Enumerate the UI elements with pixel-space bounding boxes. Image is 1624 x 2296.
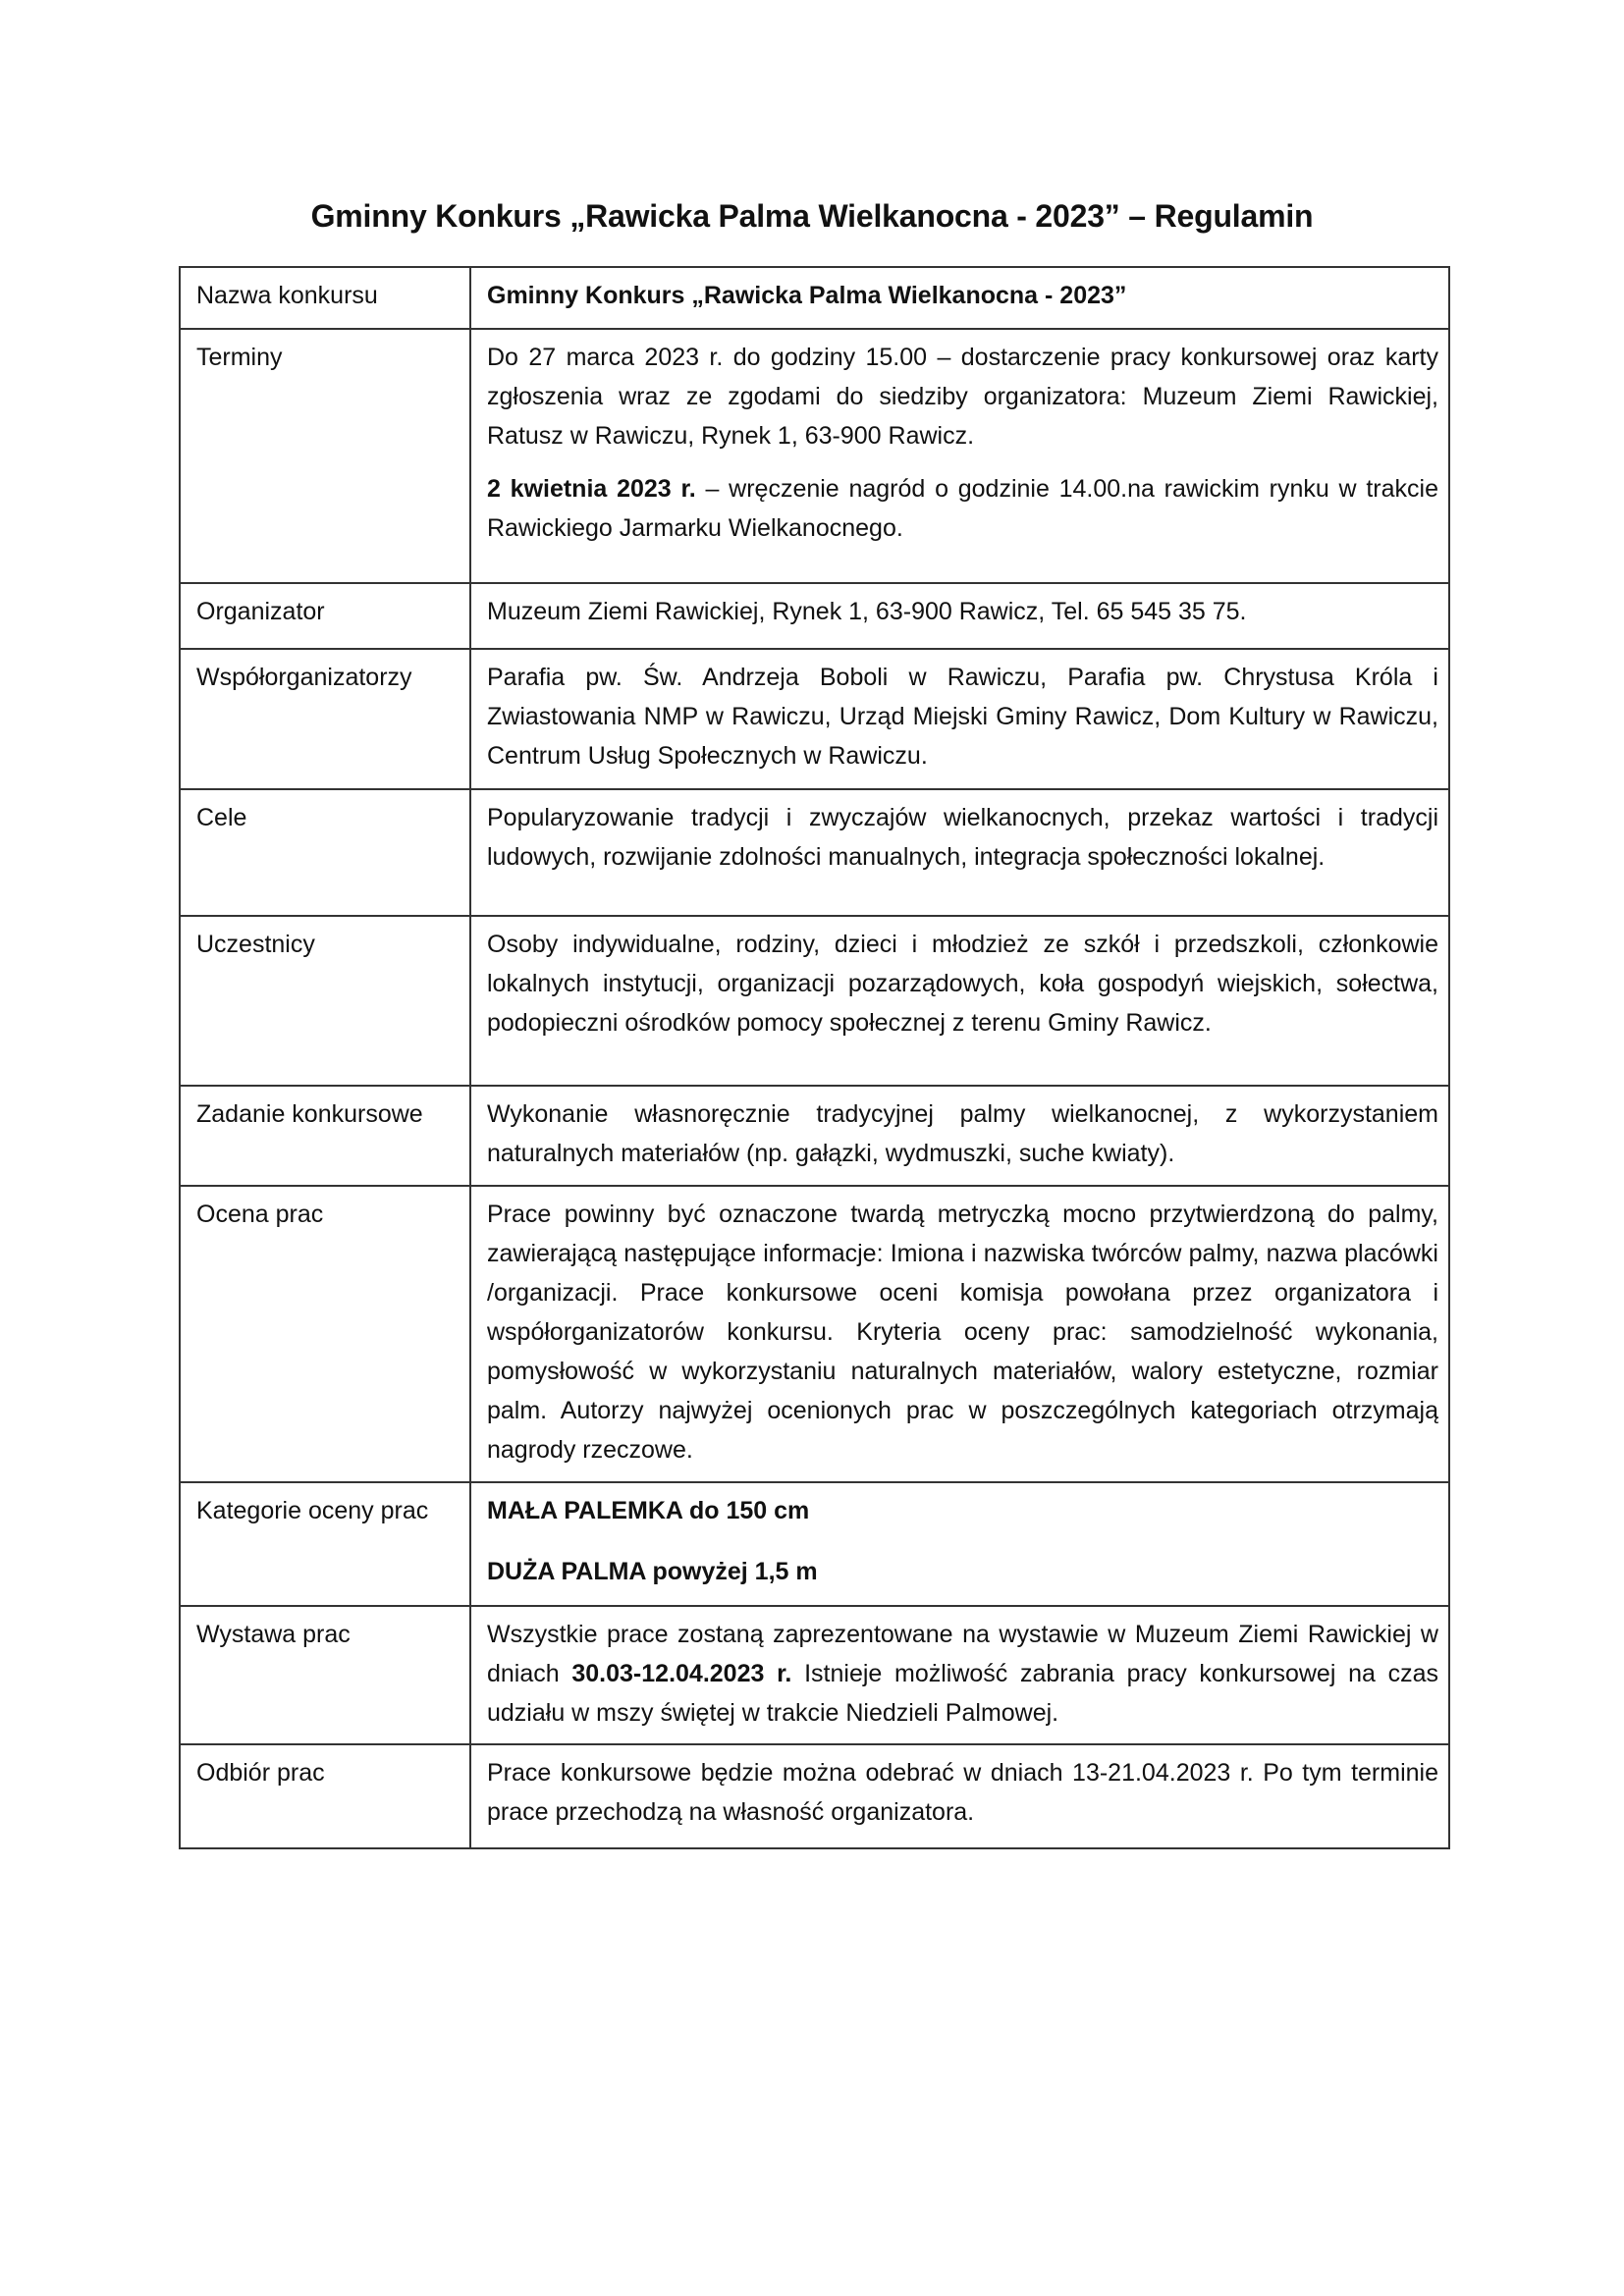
row-content	[470, 1186, 1449, 1482]
paragraph	[487, 1195, 1438, 1469]
table-row-organizator	[180, 583, 1449, 649]
table-row-cele	[180, 789, 1449, 916]
bold-text: 2 kwietnia 2023 r.	[487, 475, 696, 503]
table-row-uczestnicy	[180, 916, 1449, 1086]
row-label: Organizator	[180, 583, 470, 649]
paragraph	[487, 1095, 1438, 1173]
text: Wszystkie prace zostaną zaprezentowane na wystawie w Muzeum Ziemi Rawickiej w dniach	[487, 1621, 1438, 1687]
bold-text: Gminny Konkurs „Rawicka Palma Wielkanocna - 2023”	[487, 282, 1127, 309]
text: Prace powinny być oznaczone twardą metryczką mocno przytwierdzoną do palmy, zawierającą następujące informacje: Imiona i nazwiska twórców palmy, nazwa placówki /organizacji. Prace konkursowe oceni komisja powołana przez organizatora i współorganizatorów konkursu. Kryteria oceny prac: samodzielność wykonania, pomysłowość w wykorzystaniu naturalnych materiałów, walory estetyczne, rozmiar palm. Autorzy najwyżej ocenionych prac w poszczególnych kategoriach otrzymają nagrody rzeczowe.	[487, 1201, 1438, 1464]
paragraph	[487, 925, 1438, 1042]
paragraph	[487, 798, 1438, 877]
row-content	[470, 1606, 1449, 1744]
text: Osoby indywidualne, rodziny, dzieci i młodzież ze szkół i przedszkoli, członkowie lokalnych instytucji, organizacji pozarządowych, koła gospodyń wiejskich, sołectwa, podopieczni ośrodków pomocy społecznej z terenu Gminy Rawicz.	[487, 931, 1438, 1037]
row-label: Uczestnicy	[180, 916, 470, 1086]
row-content	[470, 583, 1449, 649]
bold-text: 30.03-12.04.2023 r.	[571, 1660, 792, 1687]
table-row-zadanie-konkursowe	[180, 1086, 1449, 1186]
row-content	[470, 329, 1449, 583]
row-label: Terminy	[180, 329, 470, 583]
bold-text: DUŻA PALMA powyżej 1,5 m	[487, 1558, 818, 1585]
text: Wykonanie własnoręcznie tradycyjnej palmy wielkanocnej, z wykorzystaniem naturalnych materiałów (np. gałązki, wydmuszki, suche kwiaty).	[487, 1100, 1438, 1167]
row-label: Współorganizatorzy	[180, 649, 470, 789]
text: Muzeum Ziemi Rawickiej, Rynek 1, 63-900 Rawicz, Tel. 65 545 35 75.	[487, 598, 1247, 625]
row-content	[470, 267, 1449, 329]
text: Do 27 marca 2023 r. do godziny 15.00 – dostarczenie pracy konkursowej oraz karty zgłoszenia wraz ze zgodami do siedziby organizatora: Muzeum Ziemi Rawickiej, Ratusz w Rawiczu, Rynek 1, 63-900 Rawicz.	[487, 344, 1438, 450]
row-content	[470, 789, 1449, 916]
row-label: Wystawa prac	[180, 1606, 470, 1744]
paragraph	[487, 338, 1438, 455]
rules-table	[179, 266, 1450, 1849]
paragraph	[487, 1491, 1438, 1530]
row-content	[470, 1482, 1449, 1606]
paragraph	[487, 1615, 1438, 1733]
table-row-terminy	[180, 329, 1449, 583]
table-row-nazwa-konkursu	[180, 267, 1449, 329]
row-content	[470, 1744, 1449, 1848]
text: Istnieje możliwość zabrania pracy konkursowej na czas udziału w mszy świętej w trakcie Niedzieli Palmowej.	[487, 1660, 1438, 1727]
bold-text: MAŁA PALEMKA do 150 cm	[487, 1497, 810, 1524]
table-row-kategorie-oceny-prac	[180, 1482, 1449, 1606]
text: Prace konkursowe będzie można odebrać w dniach 13-21.04.2023 r. Po tym terminie prace przechodzą na własność organizatora.	[487, 1759, 1438, 1826]
row-label: Nazwa konkursu	[180, 267, 470, 329]
document-title: Gminny Konkurs „Rawicka Palma Wielkanocna - 2023” – Regulamin	[310, 198, 1314, 234]
table-row-wystawa-prac	[180, 1606, 1449, 1744]
row-content	[470, 916, 1449, 1086]
row-label: Odbiór prac	[180, 1744, 470, 1848]
text: Parafia pw. Św. Andrzeja Boboli w Rawiczu, Parafia pw. Chrystusa Króla i Zwiastowania NMP w Rawiczu, Urząd Miejski Gminy Rawicz, Dom Kultury w Rawiczu, Centrum Usług Społecznych w Rawiczu.	[487, 664, 1438, 770]
text: – wręczenie nagród o godzinie 14.00.na rawickim rynku w trakcie Rawickiego Jarmarku Wielkanocnego.	[487, 475, 1438, 542]
row-label: Cele	[180, 789, 470, 916]
paragraph	[487, 469, 1438, 548]
text: Popularyzowanie tradycji i zwyczajów wielkanocnych, przekaz wartości i tradycji ludowych, rozwijanie zdolności manualnych, integracja społeczności lokalnej.	[487, 804, 1438, 871]
table-row-odbior-prac	[180, 1744, 1449, 1848]
row-label: Zadanie konkursowe	[180, 1086, 470, 1186]
table-row-wspolorganizatorzy	[180, 649, 1449, 789]
row-content	[470, 1086, 1449, 1186]
paragraph	[487, 1753, 1438, 1832]
paragraph	[487, 1552, 1438, 1591]
row-label: Ocena prac	[180, 1186, 470, 1482]
table-row-ocena-prac	[180, 1186, 1449, 1482]
paragraph	[487, 592, 1438, 631]
paragraph	[487, 276, 1438, 315]
paragraph	[487, 658, 1438, 775]
row-label: Kategorie oceny prac	[180, 1482, 470, 1606]
row-content	[470, 649, 1449, 789]
